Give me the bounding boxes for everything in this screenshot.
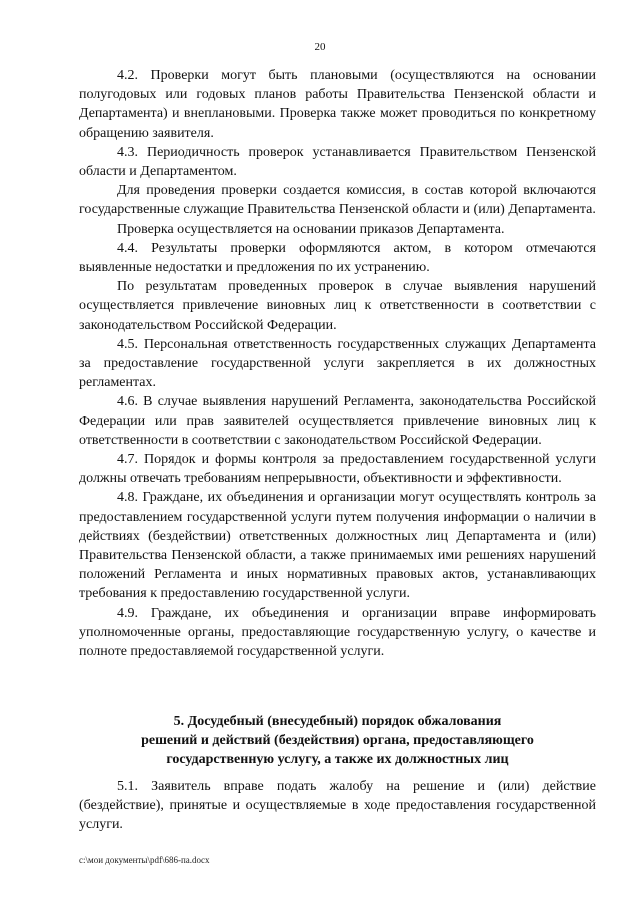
paragraph-4-8: 4.8. Граждане, их объединения и организации могут осуществлять контроль за предоставлением государственной услуги путем получения информации о наличии в действиях (бездействии) ответственных должностных лиц Департамента и (или) Правительства Пензенской области, а также принимаемых ими решениях нарушений положений Регламента и иных нормативных правовых актов, устанавливающих требования к предоставлению государственной услуги. (79, 490, 596, 602)
section-4-body (79, 66, 596, 661)
page-number: 20 (314, 41, 326, 53)
paragraph-4-2: 4.2. Проверки могут быть плановыми (осуществляются на основании полугодовых или годовых планов работы Правительства Пензенской области и Департамента) и внеплановыми. Проверка также может проводиться по конкретному обращению заявителя. (79, 68, 596, 141)
paragraph-4-7: 4.7. Порядок и формы контроля за предоставлением государственной услуги должны отвечать требованиям непрерывности, объективности и эффективности. (79, 452, 596, 487)
section-5-body (79, 777, 596, 835)
paragraph-4-4: 4.4. Результаты проверки оформляются актом, в котором отмечаются выявленные недостатки и предложения по их устранению. (79, 240, 596, 276)
heading-line: государственную услугу, а также их должностных лиц (166, 752, 509, 767)
paragraph-results: По результатам проведенных проверок в случае выявления нарушений осуществляется привлечение виновных лиц к ответственности в соответствии с законодательством Российской Федерации. (79, 279, 596, 333)
heading-line: решений и действий (бездействия) органа, предоставляющего (141, 733, 534, 748)
paragraph-4-3: 4.3. Периодичность проверок устанавливается Правительством Пензенской области и Департаментом. (79, 144, 596, 180)
paragraph-4-6: 4.6. В случае выявления нарушений Регламента, законодательства Российской Федерации или прав заявителей осуществляется привлечение виновных лиц к ответственности в соответствии с законодательством Российской Федерации. (79, 394, 596, 448)
footer-file-path: c:\мои документы\pdf\686-па.docx (79, 855, 210, 865)
paragraph-orders: Проверка осуществляется на основании приказов Департамента. (117, 221, 505, 237)
section-5-heading (79, 712, 596, 769)
paragraph-4-5: 4.5. Персональная ответственность государственных служащих Департамента за предоставление государственной услуги закрепляется в их должностных регламентах. (79, 336, 596, 391)
paragraph-5-1: 5.1. Заявитель вправе подать жалобу на решение и (или) действие (бездействие), принятые и осуществляемые в ходе предоставления государственной услуги. (79, 779, 596, 833)
paragraph-commission: Для проведения проверки создается комиссия, в состав которой включаются государственные служащие Правительства Пензенской области и (или) Департамента. (79, 183, 596, 218)
paragraph-4-9: 4.9. Граждане, их объединения и организации вправе информировать уполномоченные органы, предоставляющие государственную услугу, о качестве и полноте предоставляемой государственной услуги. (79, 605, 596, 660)
heading-line: 5. Досудебный (внесудебный) порядок обжалования (173, 714, 502, 729)
